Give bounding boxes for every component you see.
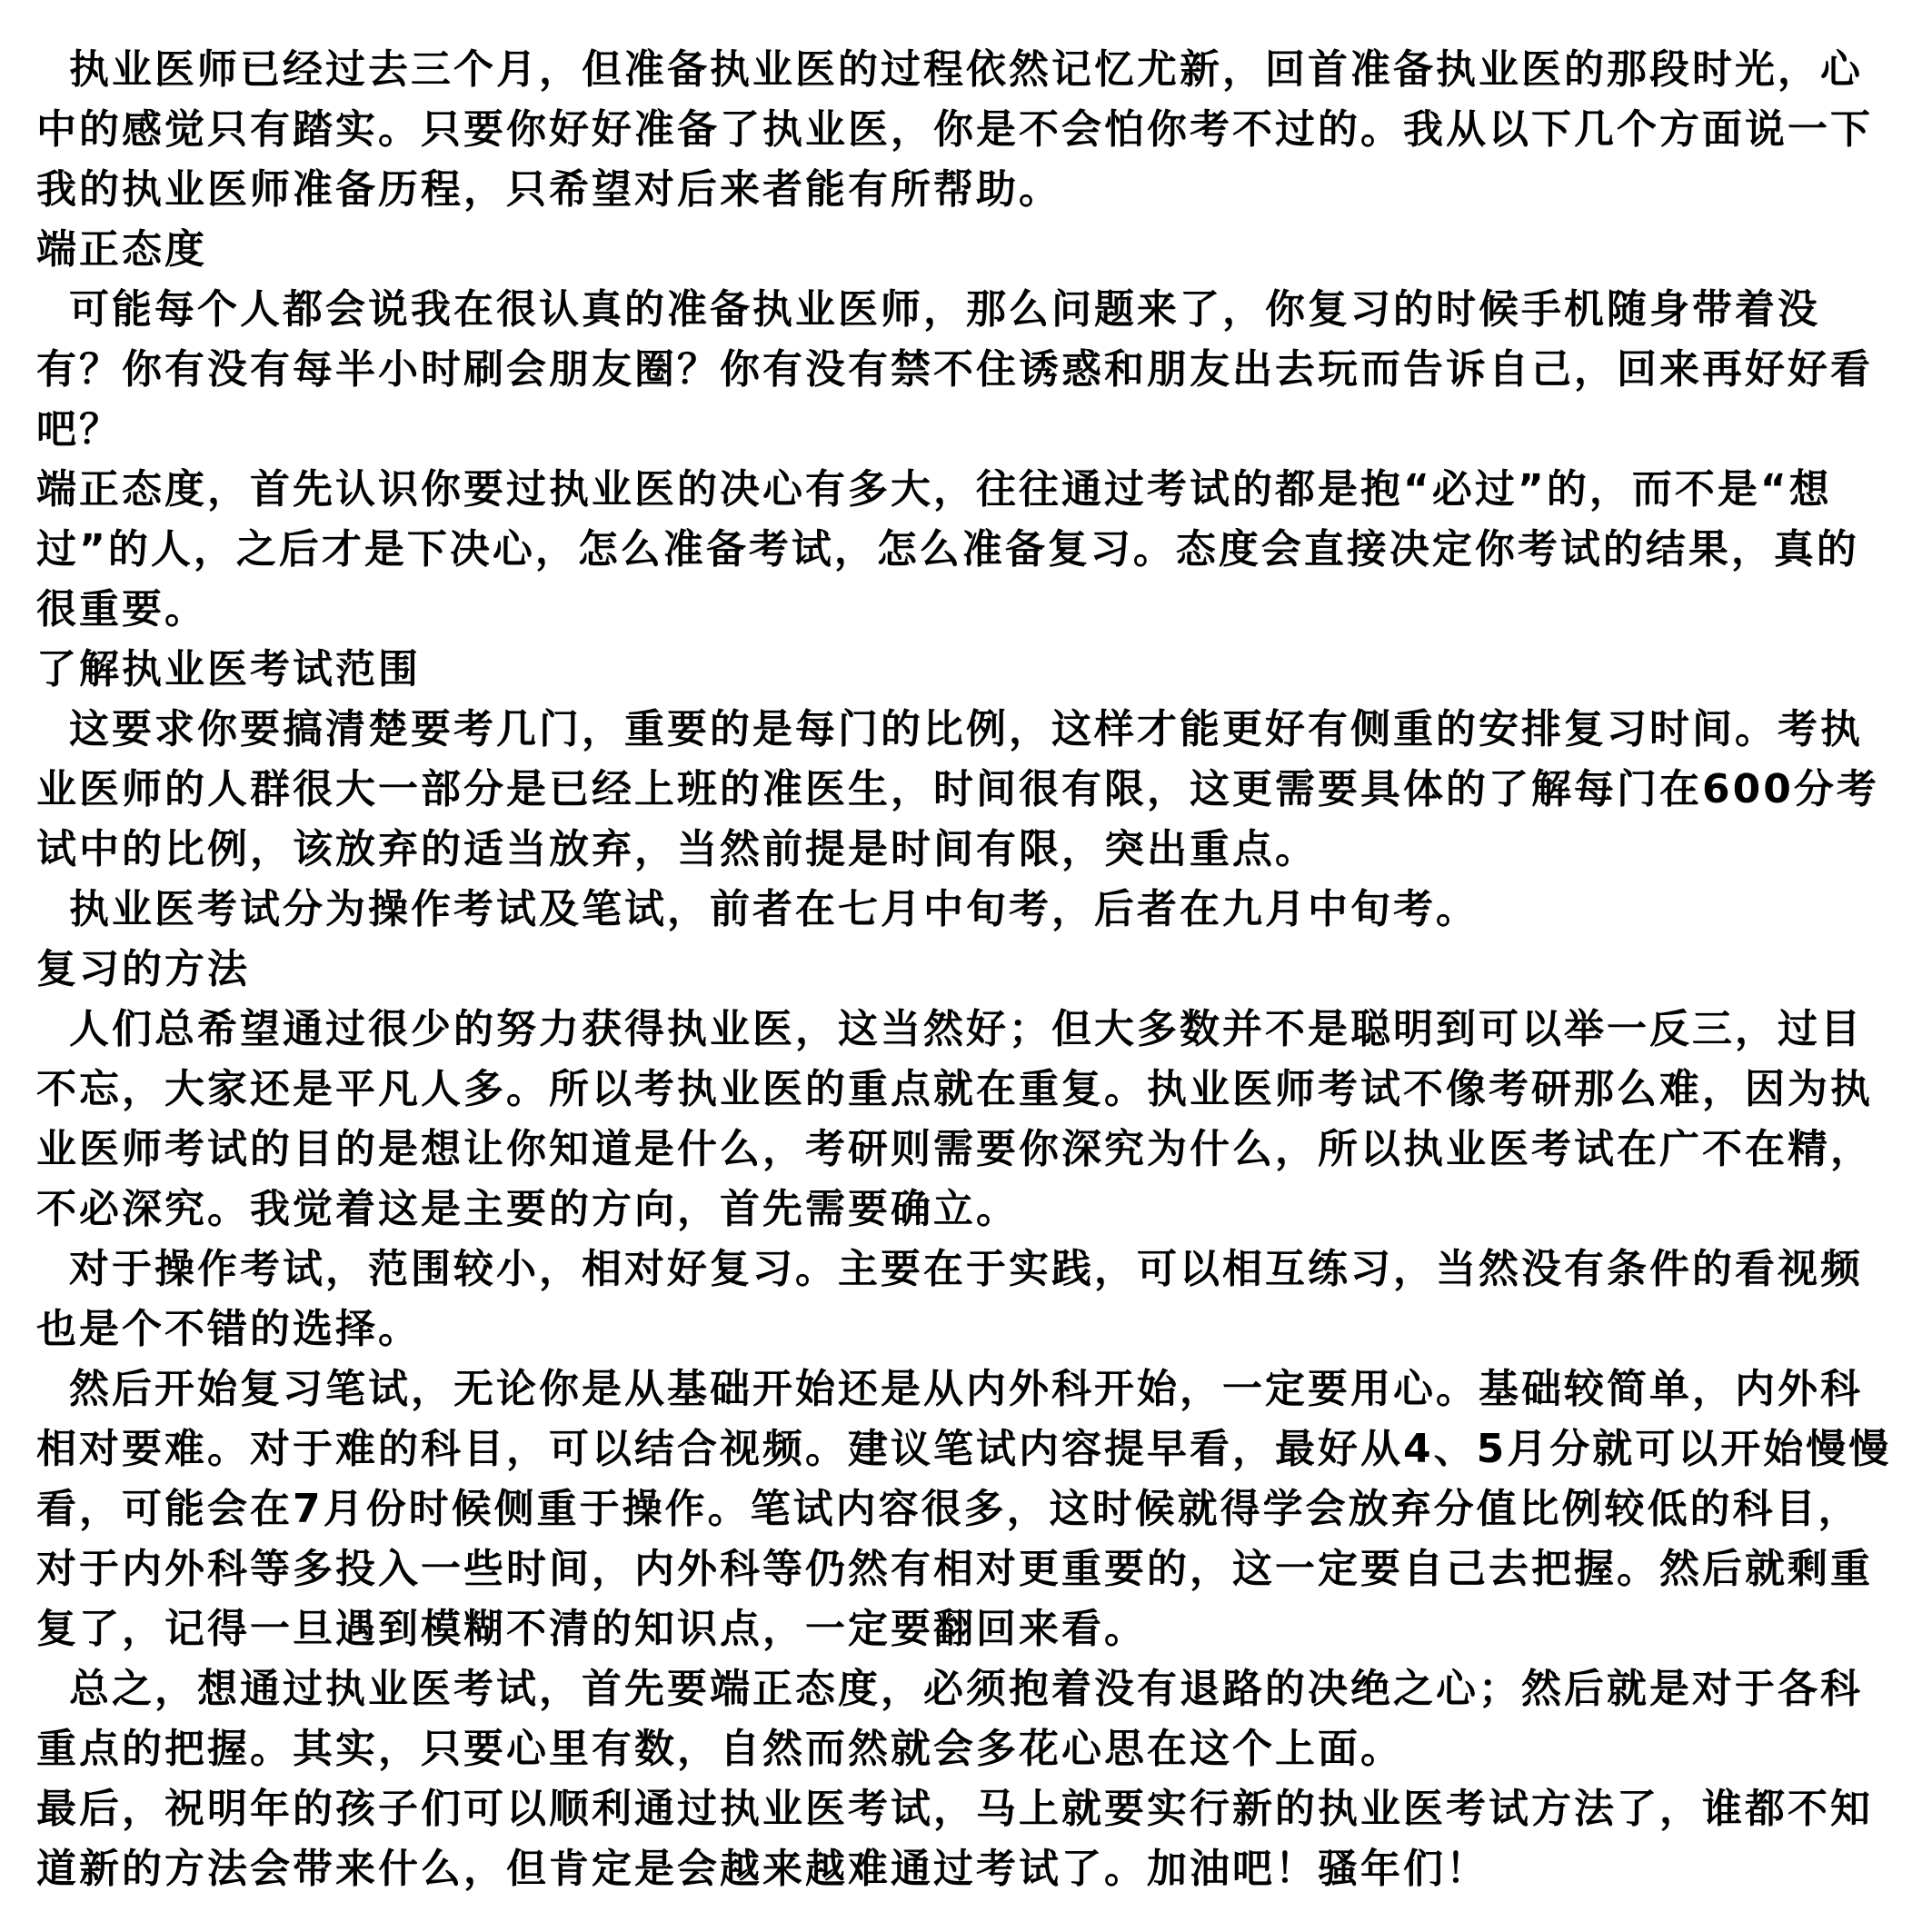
heading-attitude: 端正态度 — [36, 226, 207, 273]
article-body — [36, 40, 1899, 1899]
paragraph-closing: 最后，祝明年的孩子们可以顺利通过执业医考试，马上就要实行新的执业医考试方法了，谁都不知道新的方法会带来什么，但肯定是会越来越难通过考试了。加油吧！骚年们！ — [36, 1786, 1873, 1892]
paragraph-attitude-questions: 可能每个人都会说我在很认真的准备执业医师，那么问题来了，你复习的时候手机随身带着没有？你有没有每半小时刷会朋友圈？你有没有禁不住诱惑和朋友出去玩而告诉自己，回来再好好看吧？ — [36, 286, 1873, 453]
paragraph-review-repetition: 人们总希望通过很少的努力获得执业医，这当然好；但大多数并不是聪明到可以举一反三，过目不忘，大家还是平凡人多。所以考执业医的重点就在重复。执业医师考试不像考研那么难，因为执业医师考试的目的是想让你知道是什么，考研则需要你深究为什么，所以执业医考试在广不在精，不必深究。我觉着这是主要的方向，首先需要确立。 — [36, 1006, 1873, 1232]
paragraph-exam-scope: 这要求你要搞清楚要考几门，重要的是每门的比例，这样才能更好有侧重的安排复习时间。考执业医师的人群很大一部分是已经上班的准医生，时间很有限，这更需要具体的了解每门在600分考试中的比例，该放弃的适当放弃，当然前提是时间有限，突出重点。 — [36, 706, 1879, 872]
paragraph-attitude-determination: 端正态度，首先认识你要过执业医的决心有多大，往往通过考试的都是抱“必过”的，而不是“想过”的人，之后才是下决心，怎么准备考试，怎么准备复习。态度会直接决定你考试的结果，真的很重要。 — [36, 466, 1859, 632]
heading-review-method: 复习的方法 — [36, 946, 250, 992]
paragraph-exam-schedule: 执业医考试分为操作考试及笔试，前者在七月中旬考，后者在九月中旬考。 — [69, 886, 1479, 932]
paragraph-intro: 执业医师已经过去三个月，但准备执业医的过程依然记忆尤新，回首准备执业医的那段时光，心中的感觉只有踏实。只要你好好准备了执业医，你是不会怕你考不过的。我从以下几个方面说一下我的执业医师准备历程，只希望对后来者能有所帮助。 — [36, 46, 1873, 213]
paragraph-written-exam: 然后开始复习笔试，无论你是从基础开始还是从内外科开始，一定要用心。基础较简单，内外科相对要难。对于难的科目，可以结合视频。建议笔试内容提早看，最好从4、5月分就可以开始慢慢看，可能会在7月份时候侧重于操作。笔试内容很多，这时候就得学会放弃分值比例较低的科目，对于内外科等多投入一些时间，内外科等仍然有相对更重要的，这一定要自己去把握。然后就剩重复了，记得一旦遇到模糊不清的知识点，一定要翻回来看。 — [36, 1366, 1892, 1652]
heading-exam-scope: 了解执业医考试范围 — [36, 646, 421, 692]
paragraph-summary: 总之，想通过执业医考试，首先要端正态度，必须抱着没有退路的决绝之心；然后就是对于各科重点的把握。其实，只要心里有数，自然而然就会多花心思在这个上面。 — [36, 1666, 1863, 1772]
paragraph-practical-exam: 对于操作考试，范围较小，相对好复习。主要在于实践，可以相互练习，当然没有条件的看视频也是个不错的选择。 — [36, 1246, 1863, 1352]
